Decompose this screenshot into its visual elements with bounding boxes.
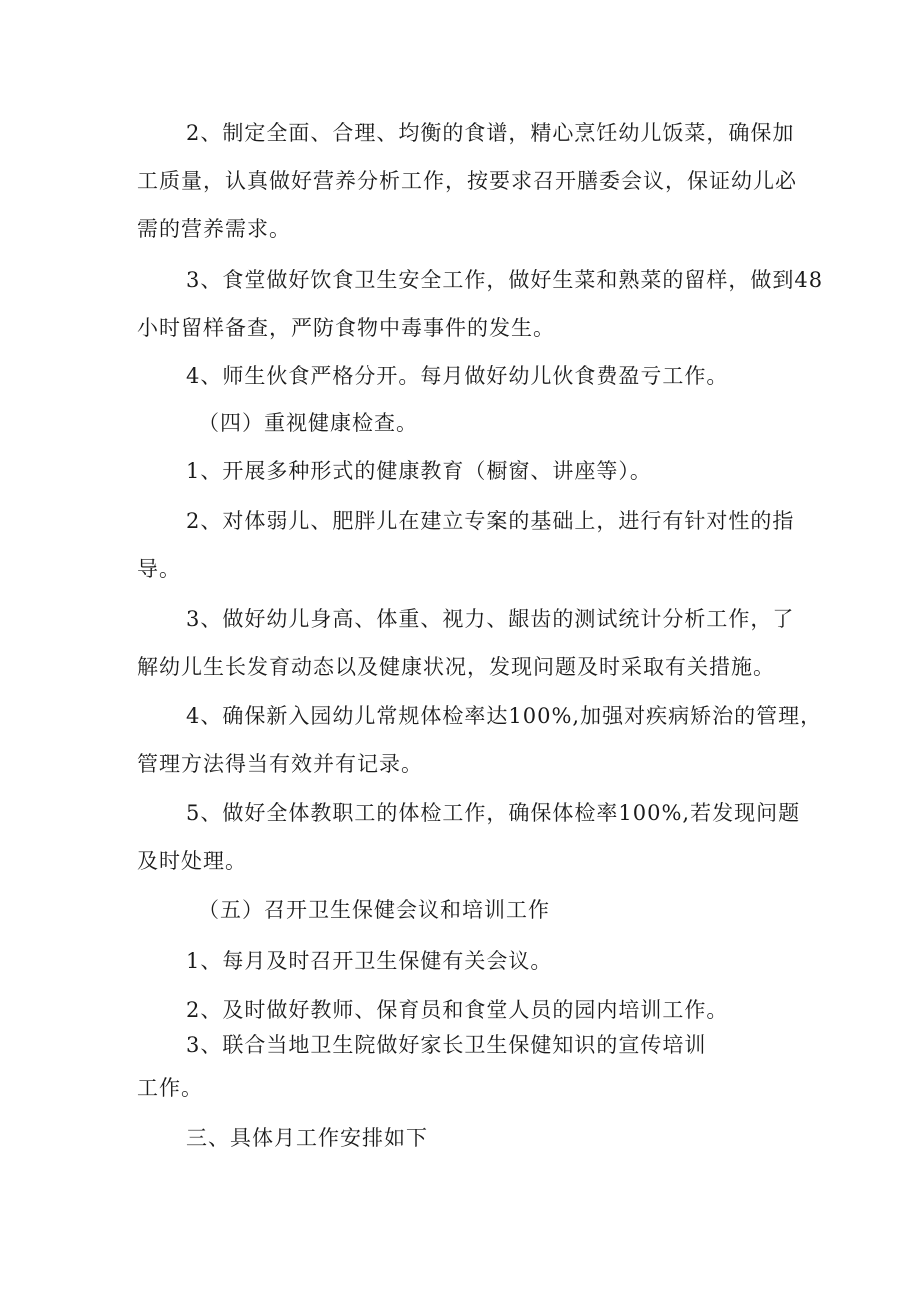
text-line: 解幼儿生长发育动态以及健康状况，发现问题及时采取有关措施。	[137, 655, 775, 679]
text-line: 3、做好幼儿身高、体重、视力、龈齿的测试统计分析工作，了	[186, 607, 795, 631]
text-line: 1、每月及时召开卫生保健有关会议。	[186, 949, 553, 973]
text-line: 4、确保新入园幼儿常规体检率达100%,加强对疾病矫治的管理，	[186, 704, 823, 728]
text-line: 工质量，认真做好营养分析工作，按要求召开膳委会议，保证幼儿必	[137, 169, 797, 193]
text-line: 2、对体弱儿、肥胖儿在建立专案的基础上，进行有针对性的指	[186, 509, 795, 533]
text-line: 2、制定全面、合理、均衡的食谱，精心烹饪幼儿饭菜，确保加	[186, 121, 795, 145]
text-line: 5、做好全体教职工的体检工作，确保体检率100%,若发现问题	[186, 801, 801, 825]
text-line: 4、师生伙食严格分开。每月做好幼儿伙食费盈亏工作。	[186, 364, 729, 388]
text-line: 导。	[137, 557, 181, 581]
text-line: 及时处理。	[137, 849, 247, 873]
section-heading: （五）召开卫生保健会议和培训工作	[198, 898, 550, 922]
text-line: 3、联合当地卫生院做好家长卫生保健知识的宣传培训	[186, 1033, 707, 1057]
text-line: 需的营养需求。	[137, 217, 291, 241]
text-line: 管理方法得当有效并有记录。	[137, 752, 423, 776]
text-line: 2、及时做好教师、保育员和食堂人员的园内培训工作。	[186, 998, 729, 1022]
section-heading: （四）重视健康检查。	[198, 411, 418, 435]
text-line: 小时留样备查，严防食物中毒事件的发生。	[137, 316, 555, 340]
section-heading: 三、具体月工作安排如下	[186, 1126, 428, 1150]
text-line: 3、食堂做好饮食卫生安全工作，做好生菜和熟菜的留样，做到48	[186, 268, 824, 292]
text-line: 1、开展多种形式的健康教育（橱窗、讲座等）。	[186, 459, 652, 483]
text-line: 工作。	[137, 1076, 203, 1100]
